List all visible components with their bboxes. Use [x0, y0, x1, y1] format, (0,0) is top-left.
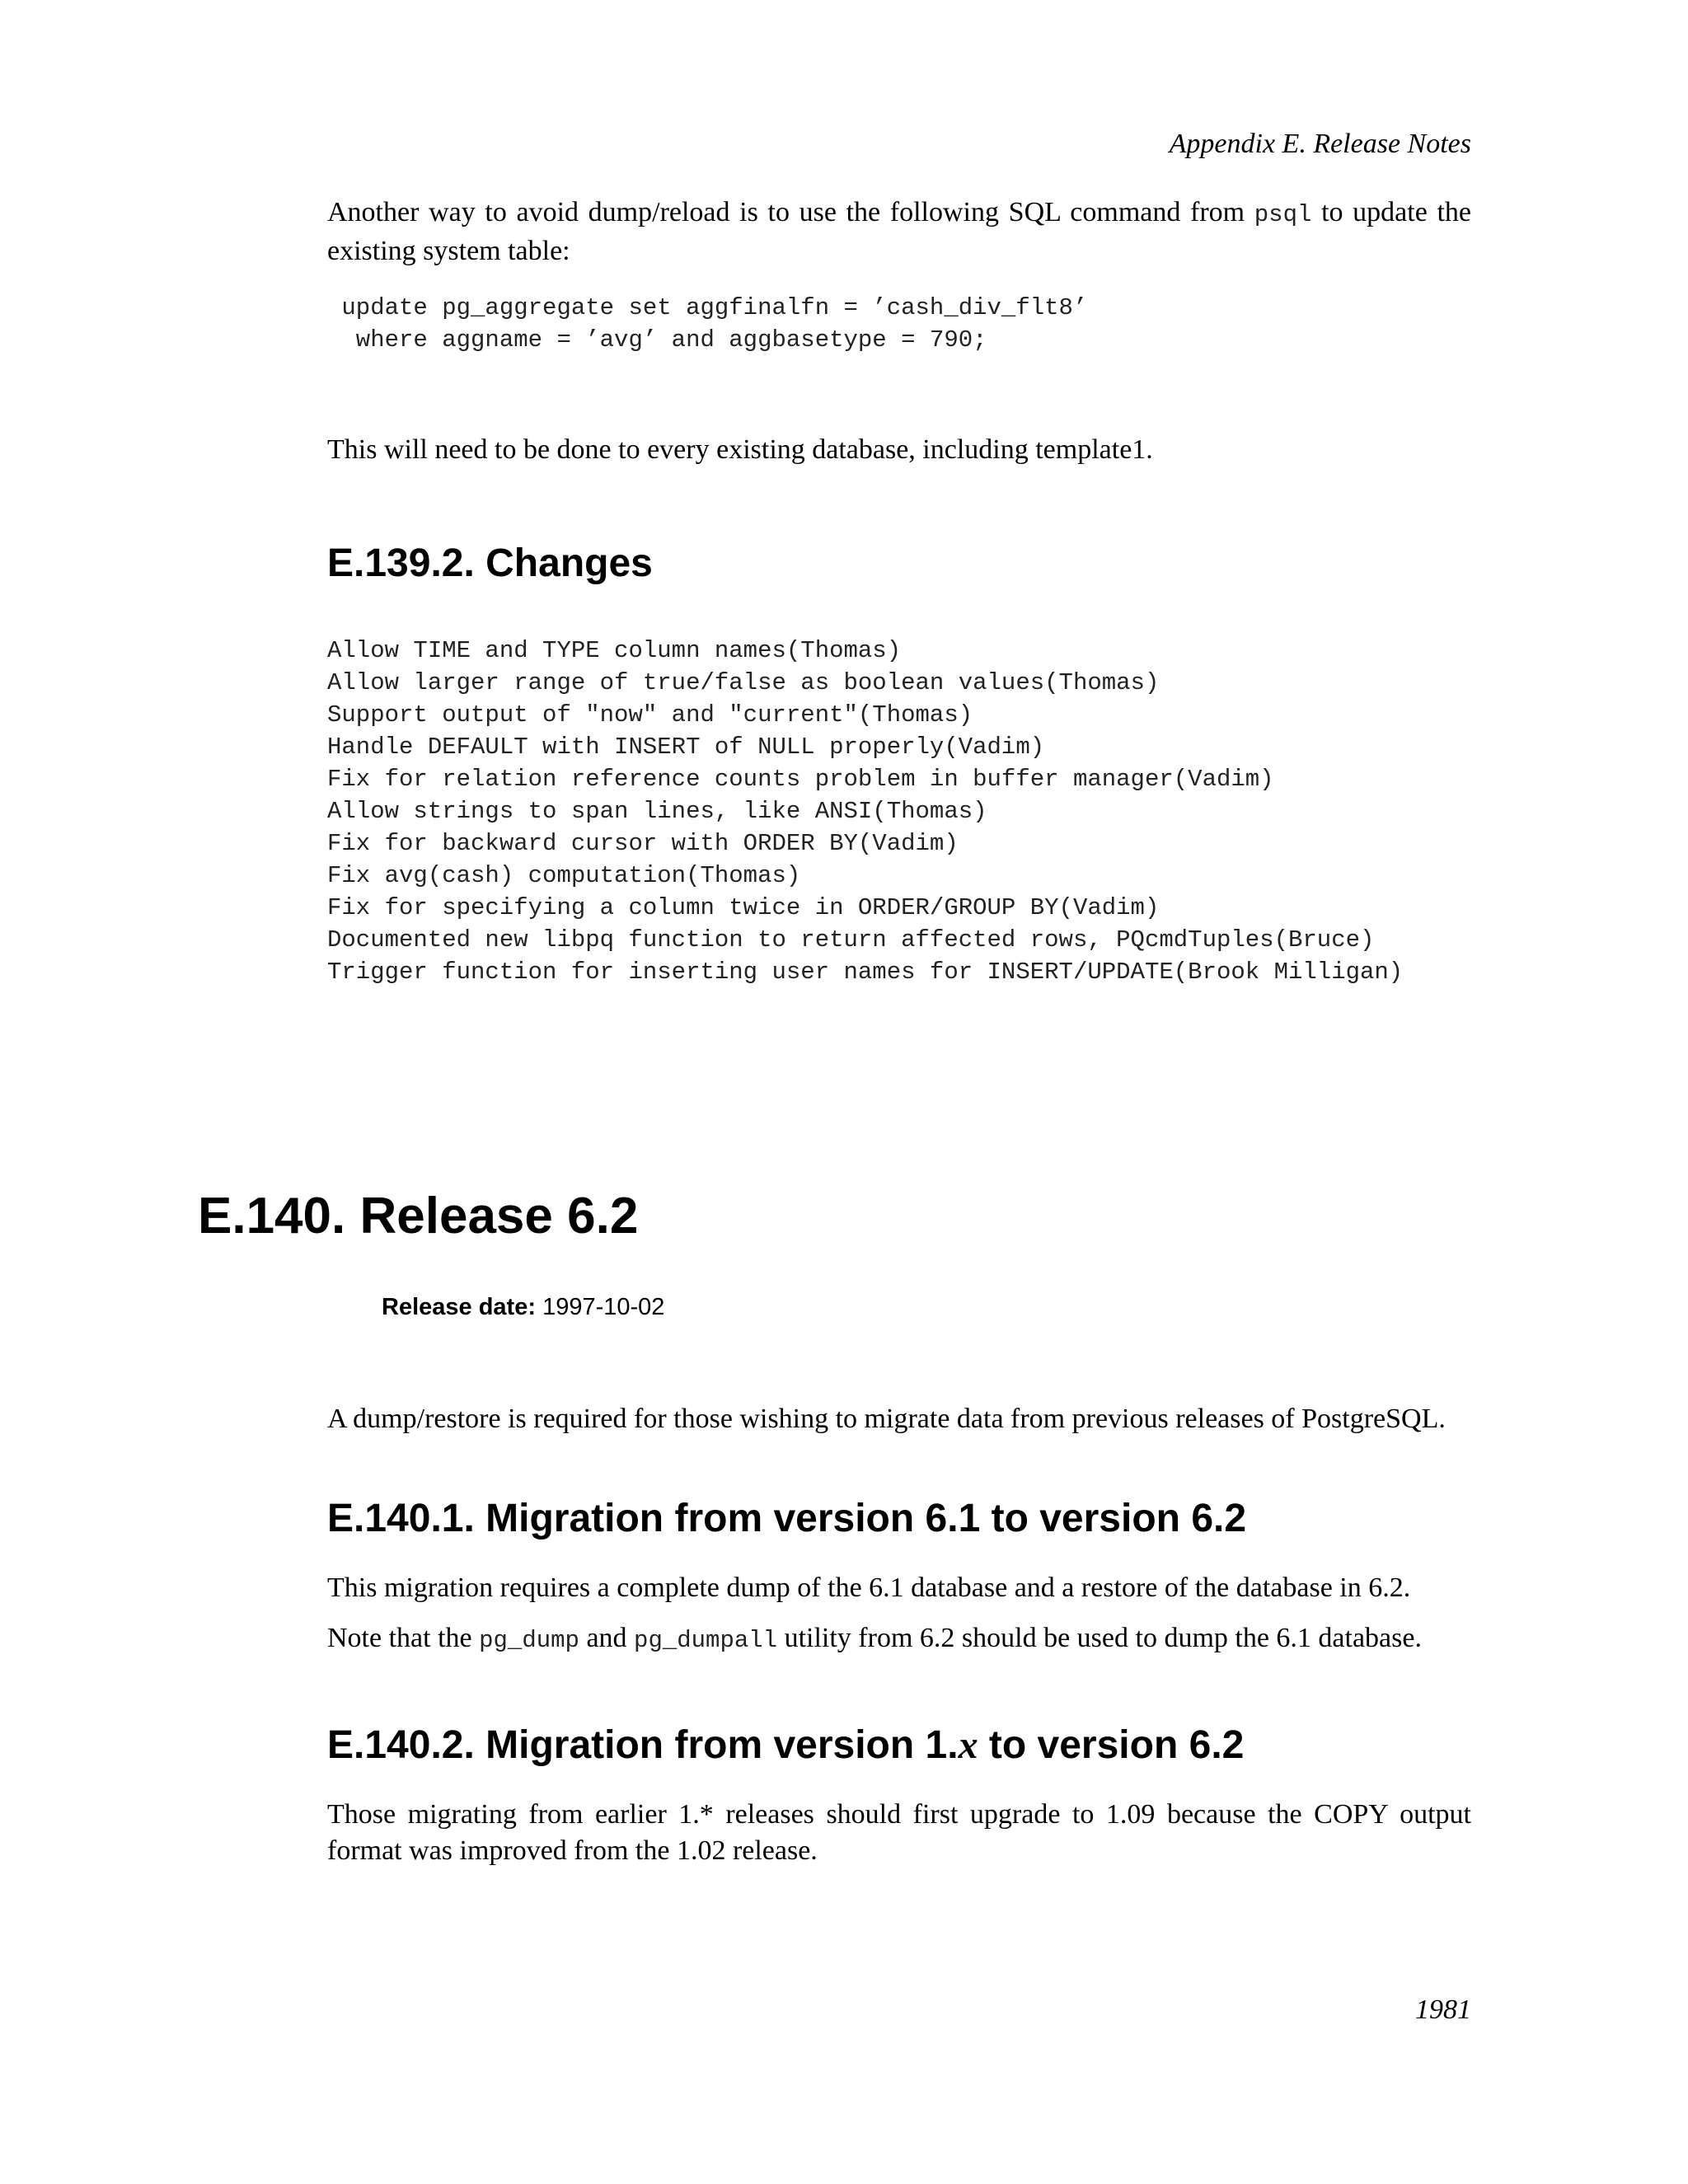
section-heading-migration-1-x: [327, 1722, 1244, 1768]
section-heading-changes: E.139.2. Changes: [327, 541, 653, 585]
change-item: Allow strings to span lines, like ANSI(Thomas): [327, 798, 987, 825]
note-text-after: utility from 6.2 should be used to dump the 6.1 database.: [777, 1623, 1422, 1653]
change-item: Documented new libpq function to return affected rows, PQcmdTuples(Bruce): [327, 926, 1375, 954]
changes-list: [327, 635, 1403, 988]
psql-code: psql: [1254, 201, 1312, 228]
template-paragraph: This will need to be done to every existing database, including template1.: [327, 434, 1153, 465]
pg-dumpall-code: pg_dumpall: [634, 1627, 778, 1654]
change-item: Fix avg(cash) computation(Thomas): [327, 862, 801, 889]
sql-line: update pg_aggregate set aggfinalfn = ’cash_div_flt8’: [327, 294, 1088, 321]
change-item: Support output of "now" and "current"(Thomas): [327, 701, 973, 729]
pg-dump-note-paragraph: [327, 1620, 1471, 1659]
intro-text-after: to update the existing system table:: [327, 197, 1471, 266]
release-heading: E.140. Release 6.2: [198, 1188, 639, 1244]
intro-text-before: Another way to avoid dump/reload is to use the following SQL command from: [327, 197, 1254, 227]
change-item: Fix for backward cursor with ORDER BY(Vadim): [327, 830, 959, 857]
change-item: Trigger function for inserting user names for INSERT/UPDATE(Brook Milligan): [327, 958, 1404, 986]
heading-text-before: E.140.2. Migration from version 1.: [327, 1723, 959, 1767]
heading-variable: x: [958, 1723, 978, 1767]
change-item: Allow larger range of true/false as boolean values(Thomas): [327, 669, 1160, 696]
note-text-mid: and: [579, 1623, 635, 1653]
release-date-label: Release date:: [382, 1294, 536, 1320]
change-item: Fix for specifying a column twice in ORDER/GROUP BY(Vadim): [327, 894, 1160, 921]
change-item: Fix for relation reference counts problem in buffer manager(Vadim): [327, 766, 1274, 793]
page-number: 1981: [1415, 1994, 1471, 2025]
release-date: [382, 1294, 664, 1321]
heading-text-after: to version 6.2: [978, 1723, 1245, 1767]
change-item: Allow TIME and TYPE column names(Thomas): [327, 637, 902, 664]
running-header: Appendix E. Release Notes: [1169, 129, 1471, 159]
note-text-before: Note that the: [327, 1623, 480, 1653]
dump-restore-paragraph: A dump/restore is required for those wishing to migrate data from previous releases of PostgreSQL.: [327, 1404, 1446, 1434]
change-item: Handle DEFAULT with INSERT of NULL properly(Vadim): [327, 733, 1045, 761]
sql-line: where aggname = ’avg’ and aggbasetype = 790;: [327, 326, 987, 354]
migration-1-x-paragraph: Those migrating from earlier 1.* releases should first upgrade to 1.09 because the COPY output format was improved from the 1.02 release.: [327, 1799, 1471, 1866]
intro-paragraph: [327, 194, 1471, 269]
section-heading-migration-6-1: E.140.1. Migration from version 6.1 to version 6.2: [327, 1497, 1247, 1540]
pg-dump-code: pg_dump: [479, 1627, 579, 1654]
migration-6-1-paragraph: This migration requires a complete dump of the 6.1 database and a restore of the database in 6.2.: [327, 1572, 1411, 1603]
sql-code-block: [327, 292, 1087, 356]
release-date-value: 1997-10-02: [542, 1294, 665, 1320]
